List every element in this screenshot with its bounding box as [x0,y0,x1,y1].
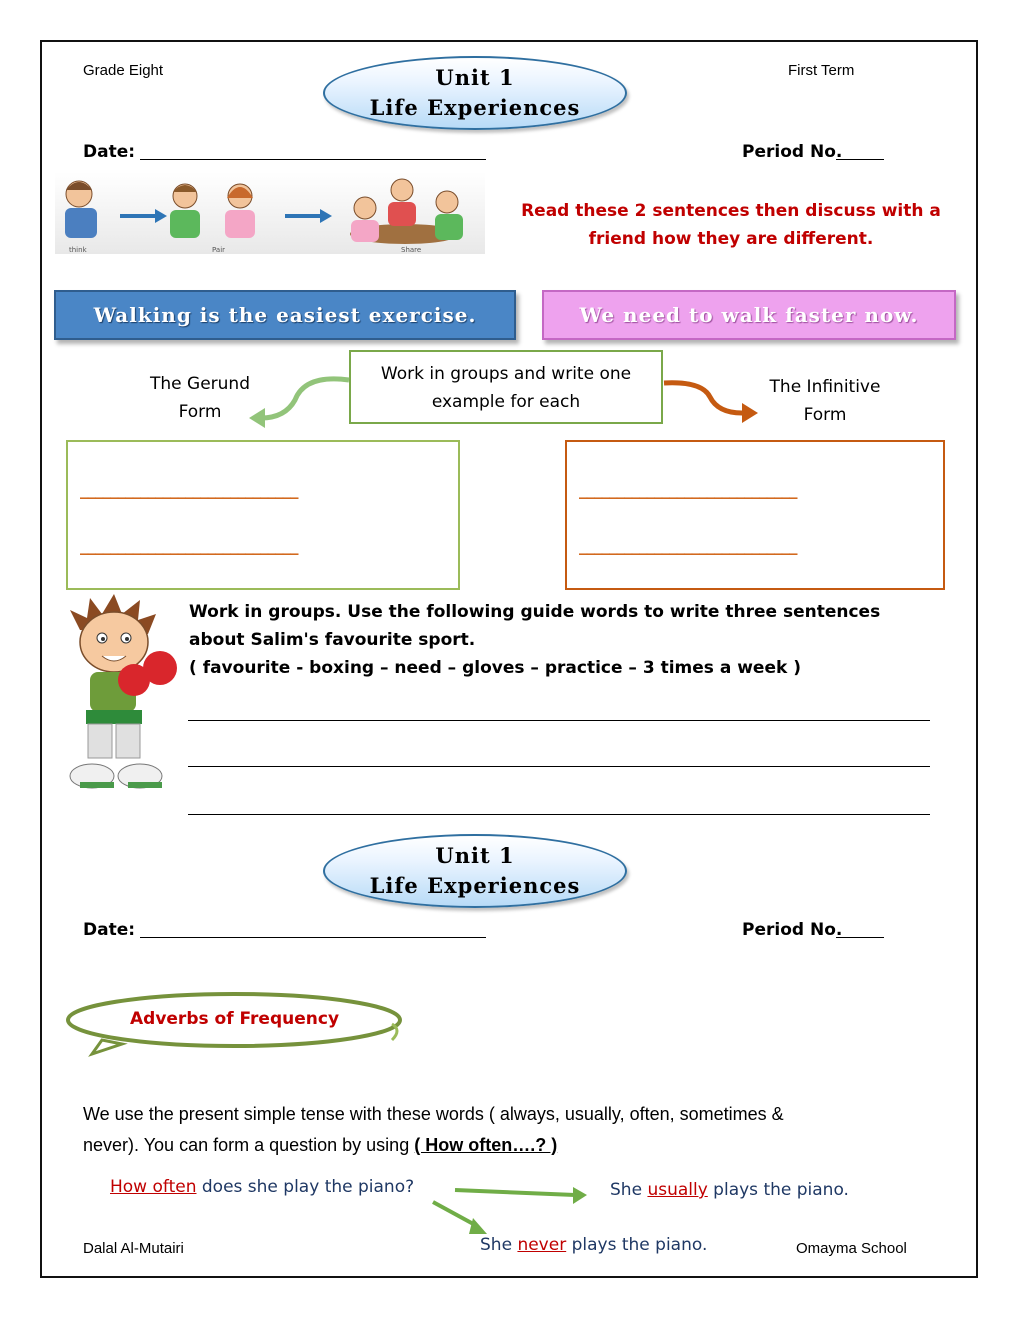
pair-caption: Pair [212,246,226,254]
school-name: Omayma School [796,1240,907,1257]
sentence-line-2[interactable] [188,766,930,767]
discuss-line-2: friend how they are different. [588,229,874,249]
date-blank-2[interactable] [140,937,486,938]
adverbs-paragraph [83,1099,784,1161]
question-example [110,1177,414,1197]
answer-usually [610,1180,849,1200]
left-curved-arrow-icon [245,370,355,430]
gerund-label-line-2: Form [178,402,222,422]
think-caption: think [69,246,87,254]
unit-title-ellipse-2 [323,834,627,908]
boxer-illustration [52,590,182,800]
usually-word: usually [647,1180,708,1200]
infinitive-blank-2[interactable]: _____________________________ [579,536,797,556]
gerund-answer-box[interactable] [66,440,460,590]
infinitive-form-label [740,373,910,429]
paragraph-line-2 [83,1130,784,1161]
think-pair-share-illustration [55,172,485,254]
gerund-sentence-banner: Walking is the easiest exercise. [54,290,516,340]
boxing-task-text [189,598,880,682]
discuss-line-1: Read these 2 sentences then discuss with a [521,201,941,221]
author-name: Dalal Al-Mutairi [83,1240,184,1257]
answer-usually-rest: plays the piano. [707,1180,849,1200]
answer-never-she: She [480,1235,518,1255]
period-label: Period No. [742,142,843,162]
date-label: Date: [83,142,136,162]
date-label-2: Date: [83,920,136,940]
answer-usually-she: She [610,1180,648,1200]
question-rest: does she play the piano? [196,1177,415,1197]
answer-never [480,1235,707,1255]
infinitive-label-line-2: Form [803,405,847,425]
discuss-instruction [500,197,962,253]
paragraph-line-1: We use the present simple tense with these words ( always, usually, often, sometimes & [83,1104,784,1124]
unit-title: Life Experiences [369,95,581,120]
unit-number: Unit 1 [435,65,515,90]
boxing-task-line-3: ( favourite - boxing – need – gloves – practice – 3 times a week ) [189,658,801,678]
sentence-line-3[interactable] [188,814,930,815]
period-label-2: Period No. [742,920,843,940]
right-curved-arrow-icon [662,375,762,427]
answer-never-rest: plays the piano. [566,1235,708,1255]
period-blank-2[interactable] [836,937,884,938]
unit-number-2: Unit 1 [435,843,515,868]
date-blank[interactable] [140,159,486,160]
question-how-often: How often [110,1177,197,1197]
grade-label: Grade Eight [83,62,164,79]
infinitive-label-line-1: The Infinitive [769,377,881,397]
group-task-line-2: example for each [431,392,581,412]
infinitive-sentence-banner: We need to walk faster now. [542,290,956,340]
period-blank[interactable] [836,159,884,160]
unit-title-ellipse [323,56,627,130]
infinitive-blank-1[interactable]: _____________________________ [579,480,797,500]
share-caption: Share [401,246,422,254]
group-task-box [349,350,663,424]
paragraph-line-2-text: never). You can form a question by using [83,1135,415,1155]
sentence-line-1[interactable] [188,720,930,721]
adverbs-title: Adverbs of Frequency [130,1009,340,1029]
gerund-label-line-1: The Gerund [150,374,250,394]
infinitive-answer-box[interactable] [565,440,945,590]
group-task-line-1: Work in groups and write one [380,364,632,384]
term-label: First Term [788,62,855,79]
gerund-blank-1[interactable]: _____________________________ [80,480,298,500]
boxing-task-line-1: Work in groups. Use the following guide words to write three sentences [189,602,881,622]
never-word: never [517,1235,567,1255]
unit-title-2: Life Experiences [369,873,581,898]
how-often-phrase: ( How often….? ) [414,1135,558,1155]
boxing-task-line-2: about Salim's favourite sport. [189,630,476,650]
gerund-blank-2[interactable]: _____________________________ [80,536,298,556]
